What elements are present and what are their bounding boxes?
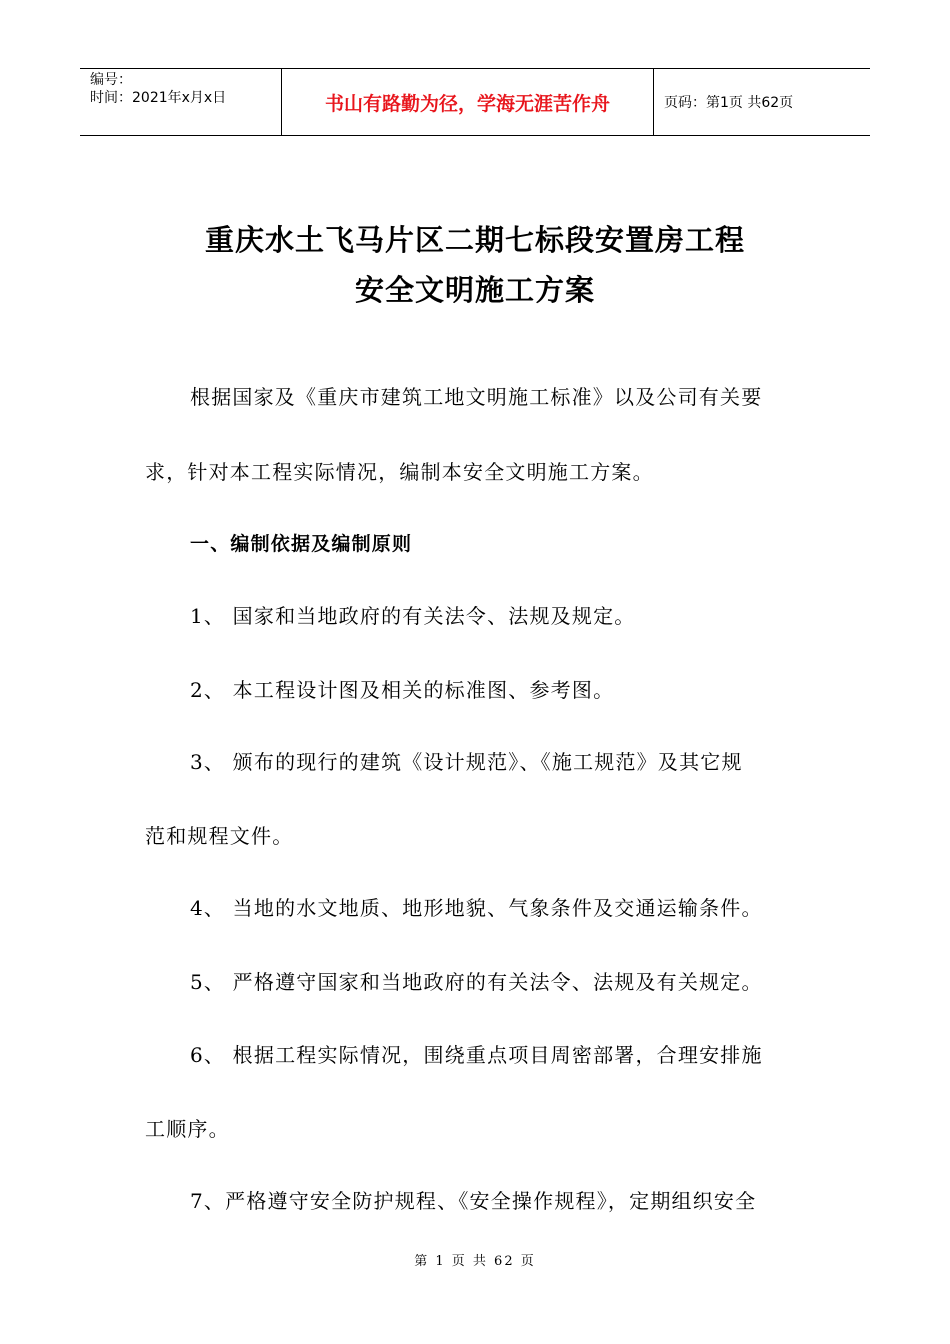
document-header	[80, 68, 870, 136]
list-item: 6、 根据工程实际情况，围绕重点项目周密部署，合理安排施	[190, 1043, 763, 1067]
list-item: 7、严格遵守安全防护规程、《安全操作规程》，定期组织安全	[190, 1189, 757, 1213]
list-item-continuation: 范和规程文件。	[145, 824, 294, 848]
header-meta-cell	[80, 69, 281, 135]
header-date-label: 时间：2021年x月x日	[90, 90, 227, 106]
header-number-label: 编号：	[90, 72, 132, 88]
paragraph-line: 根据国家及《重庆市建筑工地文明施工标准》以及公司有关要	[190, 385, 763, 409]
list-item: 5、 严格遵守国家和当地政府的有关法令、法规及有关规定。	[190, 970, 763, 994]
list-item: 1、 国家和当地政府的有关法令、法规及规定。	[190, 604, 636, 628]
list-item: 2、 本工程设计图及相关的标准图、参考图。	[190, 678, 615, 702]
document-title: 重庆水土飞马片区二期七标段安置房工程	[204, 223, 745, 257]
section-heading: 一、编制依据及编制原则	[190, 533, 413, 555]
list-item-continuation: 工顺序。	[145, 1117, 230, 1141]
list-item: 4、 当地的水文地质、地形地貌、气象条件及交通运输条件。	[190, 896, 763, 920]
document-subtitle: 安全文明施工方案	[354, 273, 595, 307]
paragraph-line: 求，针对本工程实际情况，编制本安全文明施工方案。	[145, 460, 654, 484]
header-motto: 书山有路勤为径，学海无涯苦作舟	[281, 69, 654, 135]
header-page-info: 页码：第1页 共62页	[664, 95, 794, 111]
list-item: 3、 颁布的现行的建筑《设计规范》、《施工规范》及其它规	[190, 750, 743, 774]
page-footer: 第 1 页 共 62 页	[414, 1254, 536, 1269]
